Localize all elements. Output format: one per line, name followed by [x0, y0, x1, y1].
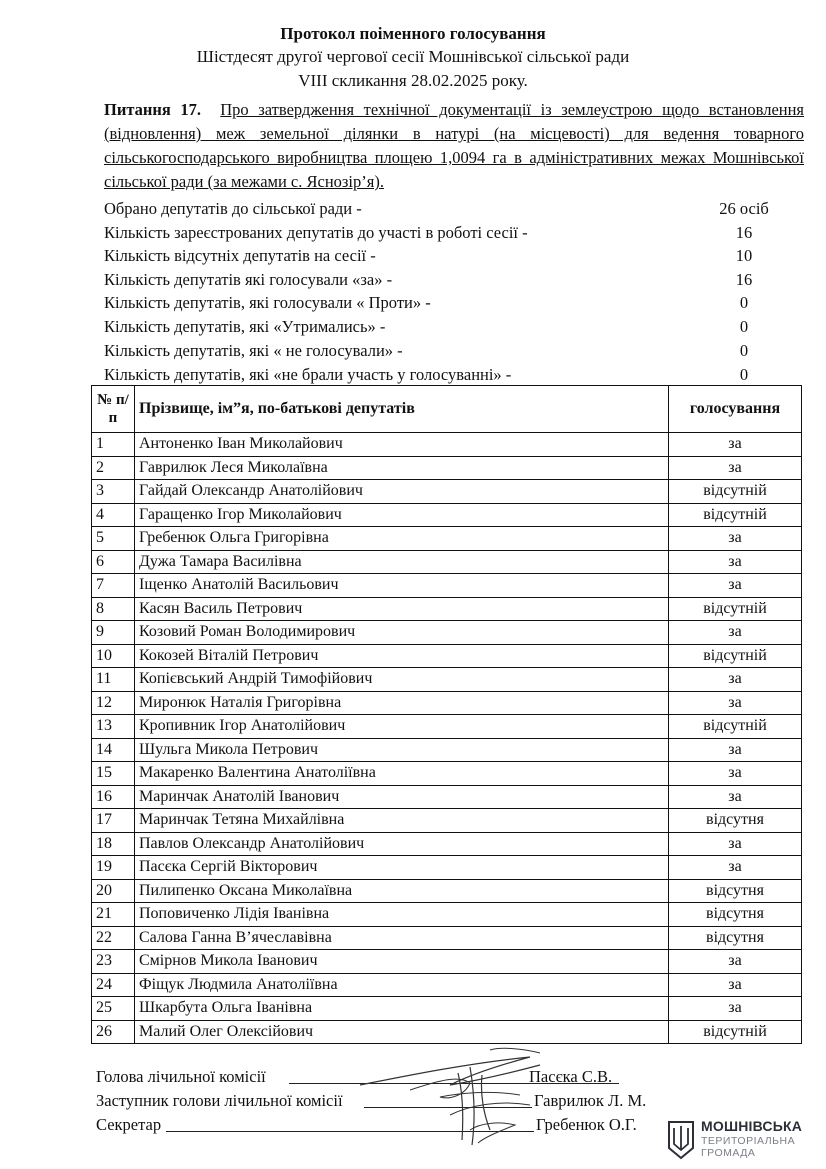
signatory-name: Пасєка С.В. — [529, 1067, 613, 1086]
handwritten-signature-image — [350, 1045, 590, 1155]
table-row — [92, 574, 802, 598]
stat-row — [104, 270, 804, 292]
stat-row — [104, 365, 804, 387]
row-number: 21 — [92, 903, 135, 927]
table-row — [92, 950, 802, 974]
stat-label: Кількість зареєстрованих депутатів до участі в роботі сесії - — [104, 223, 528, 242]
header-number: № п/п — [92, 386, 135, 433]
row-number: 6 — [92, 550, 135, 574]
community-logo — [667, 1118, 817, 1162]
table-row — [92, 785, 802, 809]
vote-result: відсутня — [669, 809, 802, 833]
deputy-name: Смірнов Микола Іванович — [135, 950, 669, 974]
vote-result: за — [669, 738, 802, 762]
header-name: Прізвище, ім”я, по-батькові депутатів — [135, 386, 669, 433]
question-text: Про затвердження технічної документації із землеустрою щодо встановлення (відновлення) меж земельної ділянки в натурі (на місцевості) для ведення товарного сільськогосподарського виробництва площею 1,0094 га в адміністративних межах Мошнівської сільської ради (за межами с. Яснозір’я). — [104, 100, 805, 191]
vote-result: за — [669, 668, 802, 692]
deputy-name: Гаврилюк Леся Миколаївна — [135, 456, 669, 480]
vote-result: за — [669, 621, 802, 645]
deputy-name: Копієвський Андрій Тимофійович — [135, 668, 669, 692]
signatory-name: Гребенюк О.Г. — [536, 1115, 637, 1134]
row-number: 4 — [92, 503, 135, 527]
deputy-name: Шкарбута Ольга Іванівна — [135, 997, 669, 1021]
row-number: 3 — [92, 480, 135, 504]
row-number: 5 — [92, 527, 135, 551]
vote-result: за — [669, 691, 802, 715]
row-number: 18 — [92, 832, 135, 856]
row-number: 8 — [92, 597, 135, 621]
signature-role: Голова лічильної комісії — [96, 1067, 266, 1086]
stat-value: 16 — [735, 223, 753, 242]
row-number: 1 — [92, 433, 135, 457]
vote-result: за — [669, 527, 802, 551]
signature-role: Заступник голови лічильної комісії — [96, 1091, 343, 1110]
deputy-name: Пилипенко Оксана Миколаївна — [135, 879, 669, 903]
stat-label: Кількість відсутніх депутатів на сесії - — [104, 246, 376, 265]
table-row — [92, 879, 802, 903]
vote-result: відсутня — [669, 879, 802, 903]
deputy-name: Кропивник Ігор Анатолійович — [135, 715, 669, 739]
stat-row — [104, 223, 804, 245]
roll-call-table — [91, 385, 802, 1044]
deputy-name: Антоненко Іван Миколайович — [135, 433, 669, 457]
row-number: 7 — [92, 574, 135, 598]
row-number: 22 — [92, 926, 135, 950]
vote-result: за — [669, 433, 802, 457]
vote-result: відсутня — [669, 926, 802, 950]
stat-value: 26 осіб — [719, 199, 769, 218]
deputy-name: Маринчак Анатолій Іванович — [135, 785, 669, 809]
table-row — [92, 597, 802, 621]
deputy-name: Малий Олег Олексійович — [135, 1020, 669, 1044]
deputy-name: Шульга Микола Петрович — [135, 738, 669, 762]
trident-emblem-icon — [667, 1118, 695, 1160]
table-row — [92, 668, 802, 692]
row-number: 17 — [92, 809, 135, 833]
table-row — [92, 715, 802, 739]
row-number: 24 — [92, 973, 135, 997]
stat-value: 0 — [739, 317, 749, 336]
vote-result: відсутній — [669, 597, 802, 621]
stat-row — [104, 246, 804, 268]
deputy-name: Маринчак Тетяна Михайлівна — [135, 809, 669, 833]
logo-subtitle-1: ТЕРИТОРІАЛЬНА — [701, 1135, 796, 1147]
table-row — [92, 503, 802, 527]
table-row — [92, 926, 802, 950]
row-number: 9 — [92, 621, 135, 645]
stat-label: Кількість депутатів, які « не голосували» - — [104, 341, 403, 360]
table-row — [92, 621, 802, 645]
table-row — [92, 433, 802, 457]
table-row — [92, 809, 802, 833]
stat-row — [104, 341, 804, 363]
vote-result: за — [669, 785, 802, 809]
row-number: 20 — [92, 879, 135, 903]
vote-result: за — [669, 997, 802, 1021]
row-number: 12 — [92, 691, 135, 715]
vote-result: за — [669, 762, 802, 786]
vote-result: за — [669, 856, 802, 880]
vote-result: відсутній — [669, 480, 802, 504]
vote-result: за — [669, 456, 802, 480]
table-row — [92, 691, 802, 715]
table-row — [92, 738, 802, 762]
row-number: 26 — [92, 1020, 135, 1044]
stat-value: 0 — [739, 341, 749, 360]
header-vote: голосування — [669, 386, 802, 433]
table-body — [92, 433, 802, 1044]
stat-label: Кількість депутатів, які «не брали участь у голосуванні» - — [104, 365, 512, 384]
session-subtitle: Шістдесят другої чергової сесії Мошнівської сільської ради — [196, 47, 630, 66]
deputy-name: Гаращенко Ігор Миколайович — [135, 503, 669, 527]
vote-result: відсутній — [669, 503, 802, 527]
question-label: Питання 17. — [104, 100, 202, 119]
stat-value: 0 — [739, 365, 749, 384]
table-row — [92, 856, 802, 880]
vote-result: за — [669, 950, 802, 974]
vote-result: відсутній — [669, 644, 802, 668]
table-row — [92, 456, 802, 480]
deputy-name: Фіщук Людмила Анатоліївна — [135, 973, 669, 997]
stat-label: Кількість депутатів, які голосували « Проти» - — [104, 293, 431, 312]
table-row — [92, 644, 802, 668]
table-header-row — [92, 386, 802, 433]
document-title: Протокол поіменного голосування — [280, 24, 546, 43]
signatory-name: Гаврилюк Л. М. — [534, 1091, 647, 1110]
agenda-question — [104, 98, 804, 194]
stat-label: Кількість депутатів які голосували «за» - — [104, 270, 393, 289]
vote-result: за — [669, 832, 802, 856]
table-row — [92, 550, 802, 574]
row-number: 10 — [92, 644, 135, 668]
stat-label: Кількість депутатів, які «Утримались» - — [104, 317, 386, 336]
row-number: 23 — [92, 950, 135, 974]
deputy-name: Козовий Роман Володимирович — [135, 621, 669, 645]
row-number: 13 — [92, 715, 135, 739]
deputy-name: Гайдай Олександр Анатолійович — [135, 480, 669, 504]
signature-role: Секретар — [96, 1115, 162, 1134]
stat-label: Обрано депутатів до сільської ради - — [104, 199, 362, 218]
vote-result: відсутній — [669, 715, 802, 739]
deputy-name: Пасєка Сергій Вікторович — [135, 856, 669, 880]
deputy-name: Миронюк Наталія Григорівна — [135, 691, 669, 715]
vote-result: за — [669, 973, 802, 997]
stat-row — [104, 293, 804, 315]
stat-row — [104, 199, 804, 221]
table-row — [92, 903, 802, 927]
row-number: 25 — [92, 997, 135, 1021]
table-row — [92, 527, 802, 551]
deputy-name: Макаренко Валентина Анатоліївна — [135, 762, 669, 786]
vote-result: за — [669, 550, 802, 574]
deputy-name: Дужа Тамара Василівна — [135, 550, 669, 574]
row-number: 16 — [92, 785, 135, 809]
row-number: 2 — [92, 456, 135, 480]
deputy-name: Поповиченко Лідія Іванівна — [135, 903, 669, 927]
table-row — [92, 480, 802, 504]
row-number: 14 — [92, 738, 135, 762]
table-row — [92, 973, 802, 997]
deputy-name: Кокозей Віталій Петрович — [135, 644, 669, 668]
convocation-date: VIII скликання 28.02.2025 року. — [298, 71, 528, 90]
stat-row — [104, 317, 804, 339]
deputy-name: Іщенко Анатолій Васильович — [135, 574, 669, 598]
table-row — [92, 1020, 802, 1044]
table-row — [92, 832, 802, 856]
row-number: 11 — [92, 668, 135, 692]
deputy-name: Павлов Олександр Анатолійович — [135, 832, 669, 856]
deputy-name: Гребенюк Ольга Григорівна — [135, 527, 669, 551]
row-number: 15 — [92, 762, 135, 786]
row-number: 19 — [92, 856, 135, 880]
deputy-name: Касян Василь Петрович — [135, 597, 669, 621]
logo-title: МОШНІВСЬКА — [701, 1118, 803, 1134]
table-row — [92, 762, 802, 786]
stat-value: 10 — [735, 246, 753, 265]
table-row — [92, 997, 802, 1021]
deputy-name: Салова Ганна В’ячеславівна — [135, 926, 669, 950]
logo-subtitle-2: ГРОМАДА — [701, 1147, 756, 1159]
stat-value: 0 — [739, 293, 749, 312]
vote-result: відсутній — [669, 1020, 802, 1044]
vote-result: за — [669, 574, 802, 598]
vote-result: відсутня — [669, 903, 802, 927]
stat-value: 16 — [735, 270, 753, 289]
